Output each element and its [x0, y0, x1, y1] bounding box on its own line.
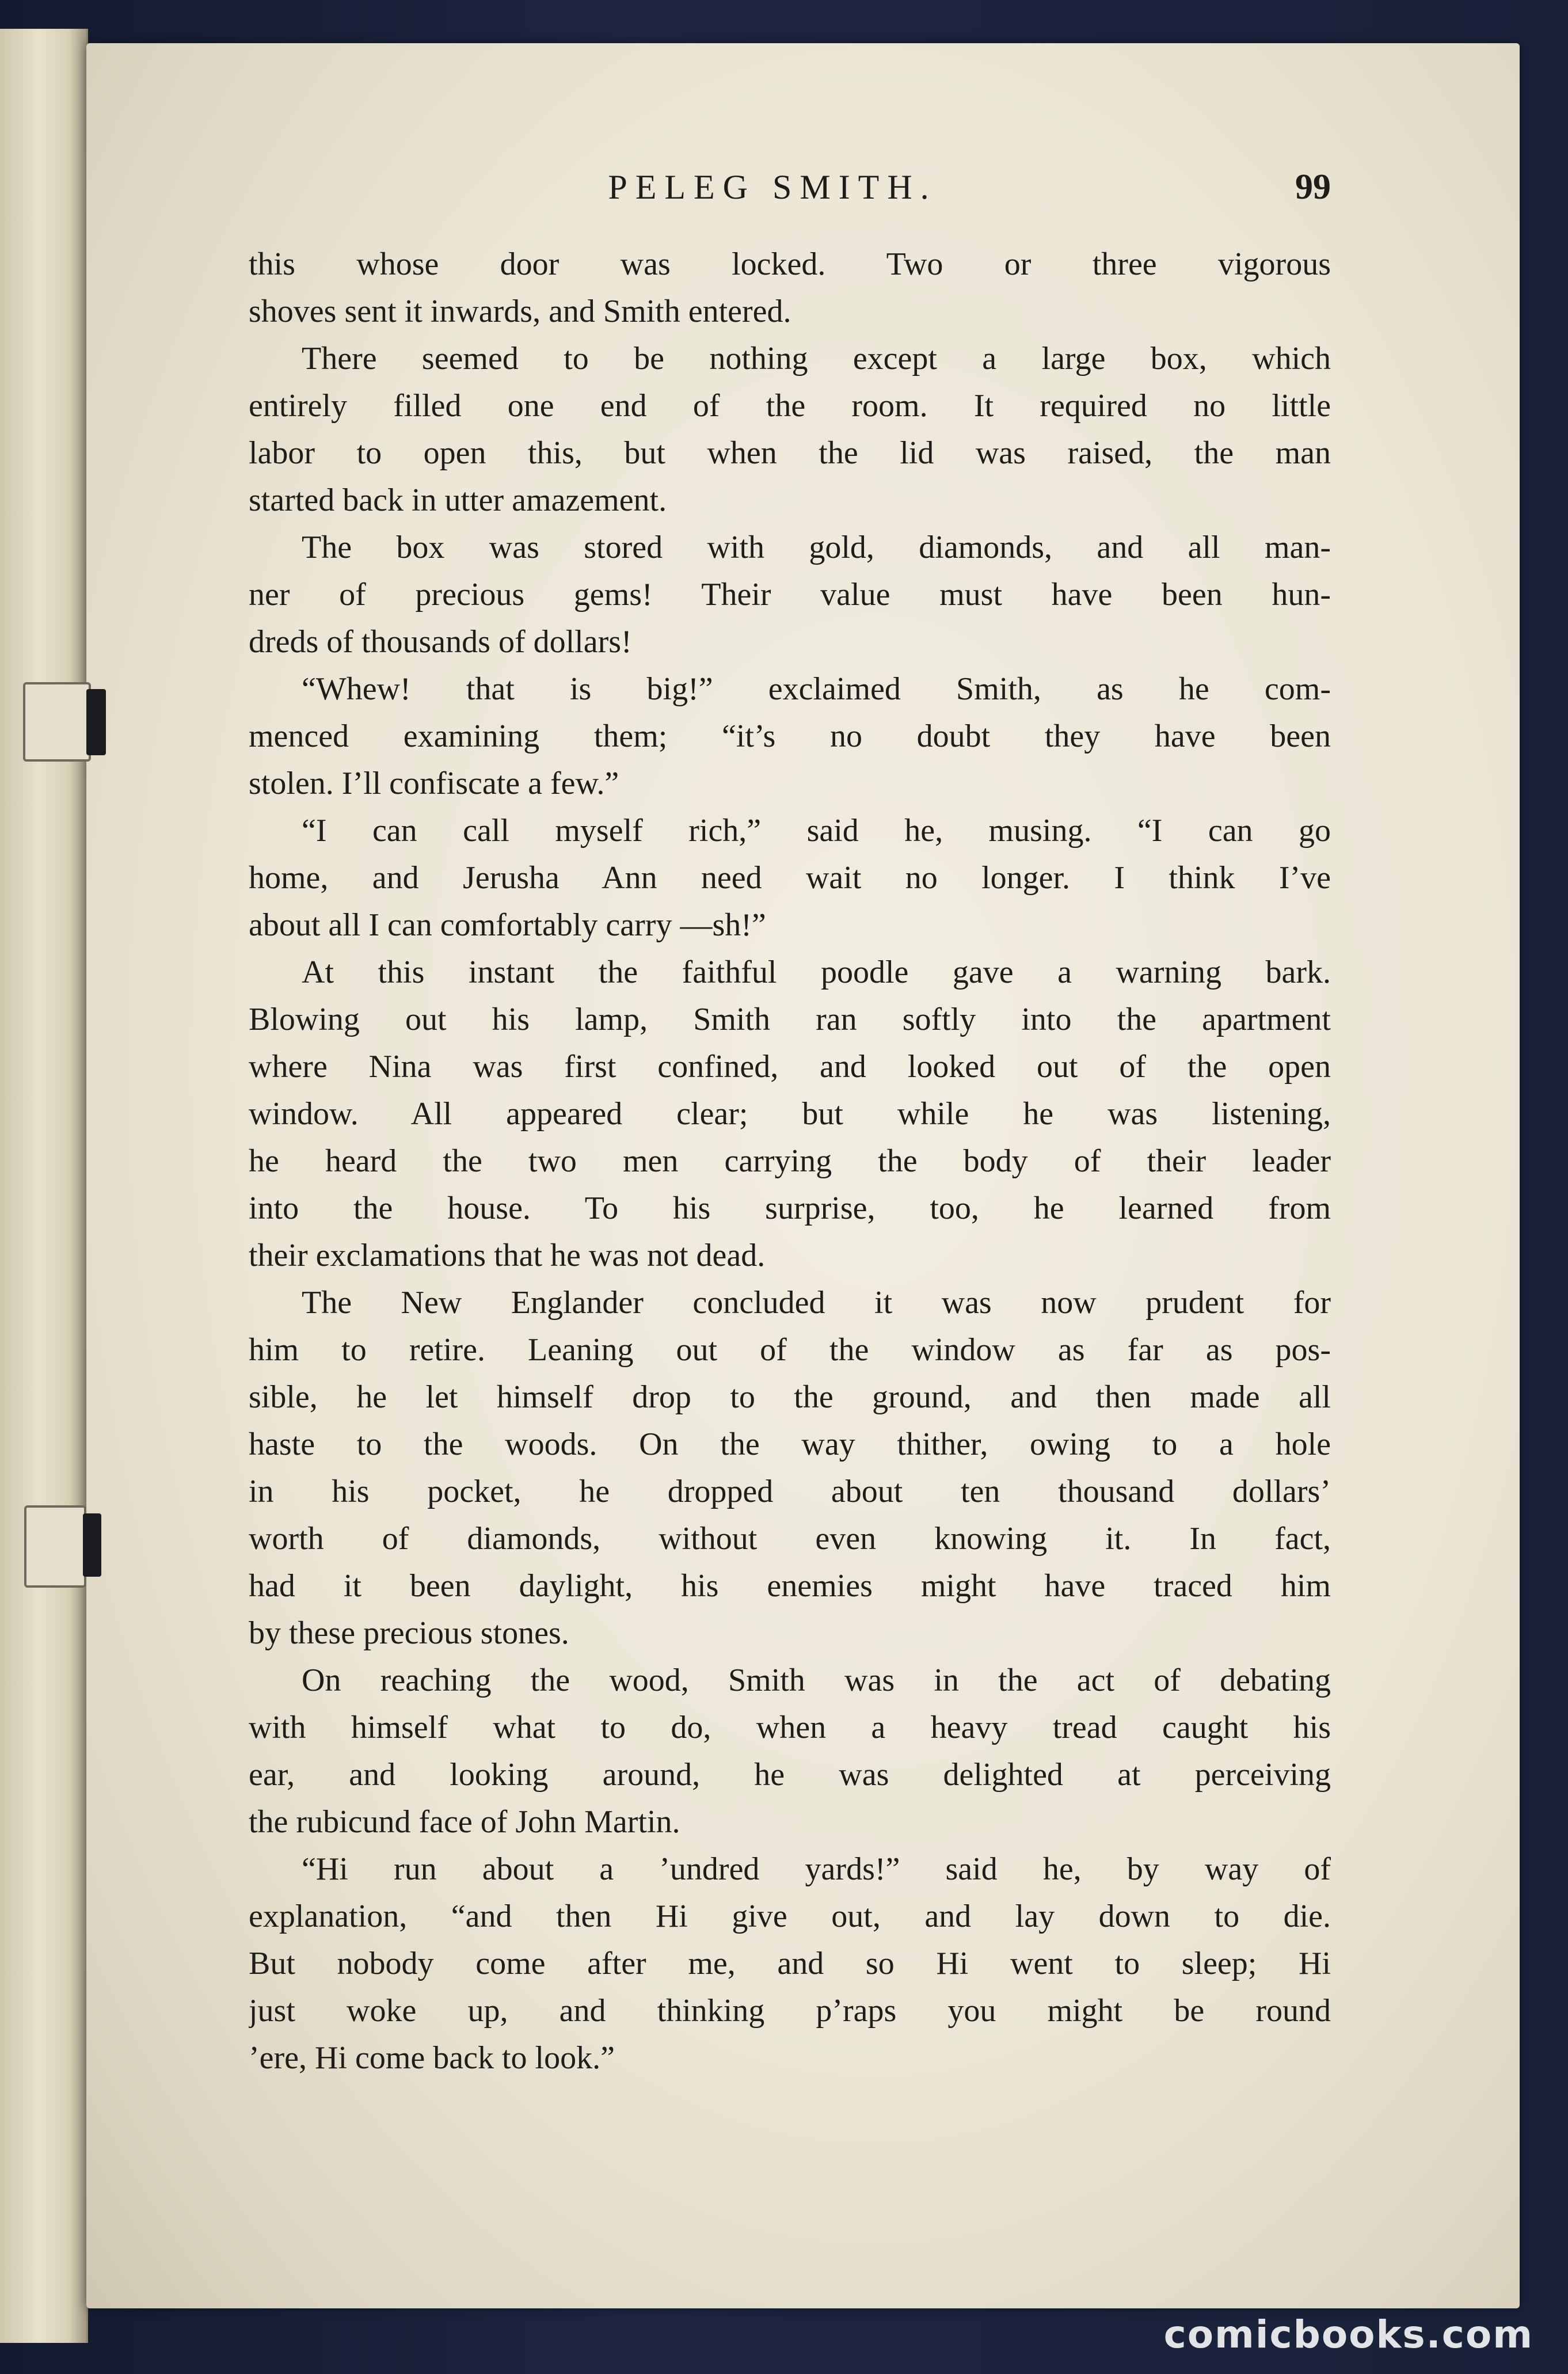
binding-clip-upper [23, 682, 91, 762]
binding-clip-lower-nub [83, 1513, 101, 1577]
page-header [249, 161, 1331, 213]
text-line: just woke up, and thinking p’raps you might be round [249, 1993, 1331, 2029]
text-line: home, and Jerusha Ann need wait no longer. I think I’ve [249, 860, 1331, 896]
text-line: dreds of thousands of dollars! [249, 624, 632, 660]
text-line: menced examining them; “it’s no doubt they have been [249, 718, 1331, 754]
text-line: On reaching the wood, Smith was in the act of debating [302, 1662, 1331, 1698]
running-head: PELEG SMITH. [608, 168, 937, 206]
text-line: ’ere, Hi come back to look.” [249, 2040, 615, 2076]
text-line: worth of diamonds, without even knowing it. In fact, [249, 1521, 1331, 1557]
text-line: The New Englander concluded it was now prudent for [302, 1285, 1331, 1321]
previous-page-edge [0, 29, 88, 2343]
text-line: with himself what to do, when a heavy tread caught his [249, 1710, 1331, 1745]
page-number: 99 [1295, 168, 1331, 207]
binding-clip-lower [24, 1505, 86, 1588]
text-line: the rubicund face of John Martin. [249, 1804, 680, 1840]
text-line: started back in utter amazement. [249, 482, 667, 518]
text-line: entirely filled one end of the room. It required no little [249, 388, 1331, 424]
body-text [249, 241, 1331, 2082]
text-line: in his pocket, he dropped about ten thousand dollars’ [249, 1474, 1331, 1509]
text-line: into the house. To his surprise, too, he learned from [249, 1190, 1331, 1226]
text-line: ear, and looking around, he was delighted at perceiving [249, 1757, 1331, 1793]
text-line: shoves sent it inwards, and Smith entered. [249, 294, 791, 329]
text-line: where Nina was first confined, and looked out of the open [249, 1049, 1331, 1085]
text-line: But nobody come after me, and so Hi went to sleep; Hi [249, 1946, 1331, 1981]
text-line: labor to open this, but when the lid was raised, the man [249, 435, 1331, 471]
text-line: At this instant the faithful poodle gave a warning bark. [302, 954, 1331, 990]
text-line: ner of precious gems! Their value must have been hun- [249, 577, 1331, 612]
text-line: “Hi run about a ’undred yards!” said he, by way of [302, 1851, 1331, 1887]
text-line: sible, he let himself drop to the ground, and then made all [249, 1379, 1331, 1415]
text-line: “Whew! that is big!” exclaimed Smith, as he com- [302, 671, 1331, 707]
text-line: had it been daylight, his enemies might have traced him [249, 1568, 1331, 1604]
text-line: The box was stored with gold, diamonds, and all man- [302, 530, 1331, 565]
text-line: he heard the two men carrying the body of their leader [249, 1143, 1331, 1179]
text-line: their exclamations that he was not dead. [249, 1238, 766, 1273]
text-line: him to retire. Leaning out of the window as far as pos- [249, 1332, 1331, 1368]
text-line: explanation, “and then Hi give out, and lay down to die. [249, 1899, 1331, 1934]
text-line: There seemed to be nothing except a large box, which [302, 341, 1331, 376]
binding-clip-upper-nub [86, 689, 106, 755]
text-line: haste to the woods. On the way thither, owing to a hole [249, 1426, 1331, 1462]
text-line: this whose door was locked. Two or three vigorous [249, 246, 1331, 282]
text-line: by these precious stones. [249, 1615, 569, 1651]
text-line: Blowing out his lamp, Smith ran softly into the apartment [249, 1002, 1331, 1037]
text-line: about all I can comfortably carry —sh!” [249, 907, 766, 943]
text-line: stolen. I’ll confiscate a few.” [249, 766, 619, 801]
watermark: comicbooks.com [1163, 2312, 1533, 2357]
text-line: window. All appeared clear; but while he was listening, [249, 1096, 1331, 1132]
text-line: “I can call myself rich,” said he, musing. “I can go [302, 813, 1331, 849]
